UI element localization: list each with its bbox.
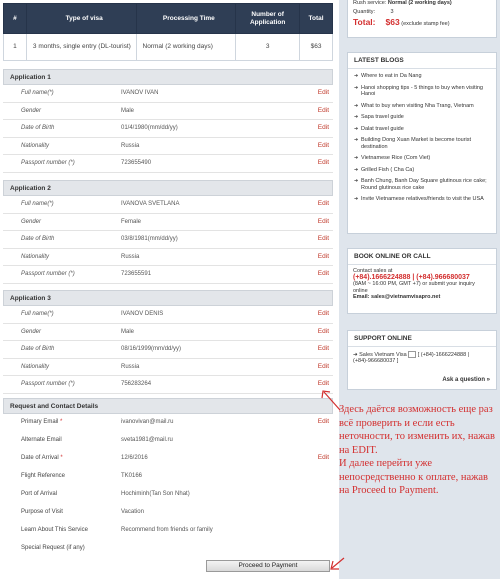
annotation-note bbox=[339, 403, 499, 498]
col-visa-type: Type of visa bbox=[26, 4, 136, 34]
edit-link[interactable]: Edit bbox=[317, 362, 329, 370]
arrow-right-icon: ➜ bbox=[354, 137, 359, 143]
edit-link[interactable]: Edit bbox=[317, 310, 329, 317]
col-total: Total bbox=[300, 4, 333, 34]
edit-link[interactable]: Edit bbox=[317, 159, 329, 166]
field-label: Full name(*) bbox=[21, 90, 54, 96]
rush-service-line: Rush service: Normal (2 working days) bbox=[353, 0, 452, 6]
arrow-right-icon: ➜ bbox=[354, 84, 359, 91]
box-title: LATEST BLOGS bbox=[348, 53, 496, 69]
cell-number: 1 bbox=[4, 34, 27, 61]
list-item[interactable]: ➜ What to buy when visiting Nha Trang, Vietnam bbox=[354, 102, 474, 109]
field-label: Date of Arrival * bbox=[21, 455, 63, 461]
field-label: Full name(*) bbox=[21, 201, 54, 207]
cell-processing-time: Normal (2 working days) bbox=[136, 34, 236, 61]
list-item[interactable]: ➜ Sapa travel guide bbox=[354, 114, 404, 120]
edit-link[interactable]: Edit bbox=[317, 217, 329, 225]
field-label: Purpose of Visit bbox=[21, 509, 63, 515]
field-label: Nationality bbox=[21, 142, 50, 149]
field-label: Date of Birth bbox=[21, 346, 55, 352]
contact-email-line: Email: sales@vietnamvisapro.net bbox=[353, 294, 441, 300]
list-item[interactable]: ➜ Hanoi shopping tips - 5 things to buy when visiting Hanoi bbox=[354, 84, 483, 97]
edit-link[interactable]: Edit bbox=[317, 124, 329, 131]
support-phones: [ (+84)-1666224888 | (+84)-966680037 ] bbox=[353, 351, 470, 365]
arrow-right-icon: ➜ bbox=[354, 102, 359, 109]
annotation-text-2: И далее перейти уже непосредственно к оплате, нажав на Proceed to Payment. bbox=[339, 458, 488, 496]
field-label: Gender bbox=[21, 218, 42, 225]
field-label: Gender bbox=[21, 328, 42, 335]
proceed-to-payment-button[interactable]: Proceed to Payment bbox=[206, 560, 330, 572]
quantity-line: Quantity: 3 bbox=[353, 9, 394, 15]
list-item[interactable]: ➜ Grilled Fish ( Cha Ca) bbox=[354, 166, 415, 173]
arrow-right-icon: ➜ bbox=[354, 155, 359, 161]
arrow-to-proceed bbox=[331, 558, 344, 569]
field-label: Full name(*) bbox=[21, 311, 54, 317]
section-title: Request and Contact Details bbox=[3, 398, 333, 414]
arrow-to-edit bbox=[322, 391, 340, 410]
field-label: Flight Reference bbox=[21, 473, 66, 479]
field-label: Learn About This Service bbox=[21, 527, 88, 533]
field-label: Passport number (*) bbox=[21, 271, 75, 277]
field-value: 01/4/1980(mm/dd/yy) bbox=[121, 125, 178, 131]
field-value: 756283264 bbox=[121, 381, 152, 387]
cell-application-count: 3 bbox=[236, 34, 300, 61]
field-value: Male bbox=[121, 328, 135, 335]
edit-link[interactable]: Edit bbox=[317, 89, 329, 96]
field-value: IVANOV DENIS bbox=[121, 311, 164, 317]
list-item[interactable]: ➜ Dalat travel guide bbox=[354, 125, 404, 132]
edit-link[interactable]: Edit bbox=[317, 106, 329, 114]
field-label: Passport number (*) bbox=[21, 160, 75, 166]
box-title: BOOK ONLINE OR CALL bbox=[348, 249, 496, 265]
edit-link[interactable]: Edit bbox=[317, 327, 329, 335]
cell-visa-type: 3 months, single entry (DL-tourist) bbox=[26, 34, 136, 61]
field-value: Russia bbox=[121, 363, 140, 370]
edit-link[interactable]: Edit bbox=[317, 200, 329, 207]
list-item[interactable]: ➜ Invite Vietnamese relatives/friends to visit the USA bbox=[354, 196, 484, 202]
field-value: IVANOV IVAN bbox=[121, 90, 159, 96]
field-value: Russia bbox=[121, 253, 140, 260]
field-value: IVANOVA SVETLANA bbox=[121, 201, 180, 207]
edit-link[interactable]: Edit bbox=[317, 454, 329, 461]
contact-intro: Contact sales at bbox=[353, 268, 393, 274]
list-item[interactable]: ➜ Vietnamese Rice (Com Viet) bbox=[354, 155, 431, 161]
list-item[interactable]: ➜ Banh Chung, Banh Day Square glutinous rice cake; Round glutinous rice cake bbox=[354, 178, 487, 191]
contact-phones[interactable]: (+84).1666224888 | (+84).966680037 bbox=[353, 273, 470, 281]
col-number: # bbox=[4, 4, 27, 34]
field-label: Date of Birth bbox=[21, 125, 55, 131]
arrow-right-icon: ➜ bbox=[354, 114, 359, 120]
arrow-right-icon: ➜ bbox=[353, 351, 358, 358]
field-label: Date of Birth bbox=[21, 236, 55, 242]
field-label: Special Request (if any) bbox=[21, 545, 85, 551]
field-value: sveta1981@mail.ru bbox=[121, 437, 173, 443]
field-label: Gender bbox=[21, 107, 42, 114]
arrow-right-icon: ➜ bbox=[354, 73, 359, 79]
edit-link[interactable]: Edit bbox=[317, 270, 329, 277]
field-label: Nationality bbox=[21, 253, 50, 260]
field-value: Male bbox=[121, 107, 135, 114]
field-label: Primary Email * bbox=[21, 419, 63, 425]
cell-total: $63 bbox=[300, 34, 333, 61]
field-value: 723655490 bbox=[121, 160, 152, 166]
contact-hours: (8AM ~ 16:00 PM, GMT +7) or submit your inquiry online bbox=[353, 281, 475, 294]
total-line: Total: $63 (exclude stamp fee) bbox=[353, 17, 450, 27]
field-value: TK0166 bbox=[121, 473, 143, 479]
section-title: Application 2 bbox=[3, 180, 333, 196]
section-title: Application 3 bbox=[3, 290, 333, 306]
ask-question-link[interactable]: Ask a question » bbox=[442, 376, 490, 383]
edit-link[interactable]: Edit bbox=[317, 418, 329, 425]
edit-link[interactable]: Edit bbox=[317, 380, 329, 387]
field-label: Nationality bbox=[21, 363, 50, 370]
field-value: 723655591 bbox=[121, 271, 152, 277]
edit-link[interactable]: Edit bbox=[317, 252, 329, 260]
section-title: Application 1 bbox=[3, 69, 333, 85]
field-label: Port of Arrival bbox=[21, 491, 58, 497]
field-label: Passport number (*) bbox=[21, 381, 75, 387]
field-value: Russia bbox=[121, 142, 140, 149]
field-value: 03/8/1981(mm/dd/yy) bbox=[121, 236, 178, 242]
field-label: Alternate Email bbox=[21, 437, 62, 443]
edit-link[interactable]: Edit bbox=[317, 141, 329, 149]
field-value: Vacation bbox=[121, 509, 144, 515]
arrow-right-icon: ➜ bbox=[354, 196, 359, 202]
col-application-count: Number of Application bbox=[236, 4, 300, 34]
edit-link[interactable]: Edit bbox=[317, 235, 329, 242]
field-value: ivanovivan@mail.ru bbox=[121, 419, 174, 425]
arrow-right-icon: ➜ bbox=[354, 125, 359, 132]
list-item[interactable]: ➜ Where to eat in Da Nang bbox=[354, 73, 422, 79]
field-value: Female bbox=[121, 218, 142, 225]
field-value: 12/6/2016 bbox=[121, 455, 148, 461]
annotation-text-1: Здесь даётся возможность еще раз всё проверить и если есть неточности, то изменить их, нажав на EDIT. bbox=[339, 404, 495, 456]
col-processing-time: Processing Time bbox=[136, 4, 236, 34]
contact-email[interactable]: sales@vietnamvisapro.net bbox=[371, 294, 441, 300]
field-value: Recommend from friends or family bbox=[121, 527, 213, 533]
support-contact[interactable]: Sales Vietnam Visa bbox=[359, 351, 407, 358]
box-title: SUPPORT ONLINE bbox=[348, 331, 496, 347]
field-value: 08/16/1999(mm/dd/yy) bbox=[121, 346, 182, 352]
arrow-right-icon: ➜ bbox=[354, 178, 359, 184]
edit-link[interactable]: Edit bbox=[317, 345, 329, 352]
list-item[interactable]: ➜ Building Dong Xuan Market is become tourist destination bbox=[354, 137, 472, 150]
field-value: Hochiminh(Tan Son Nhat) bbox=[121, 491, 190, 497]
arrow-right-icon: ➜ bbox=[354, 166, 359, 173]
